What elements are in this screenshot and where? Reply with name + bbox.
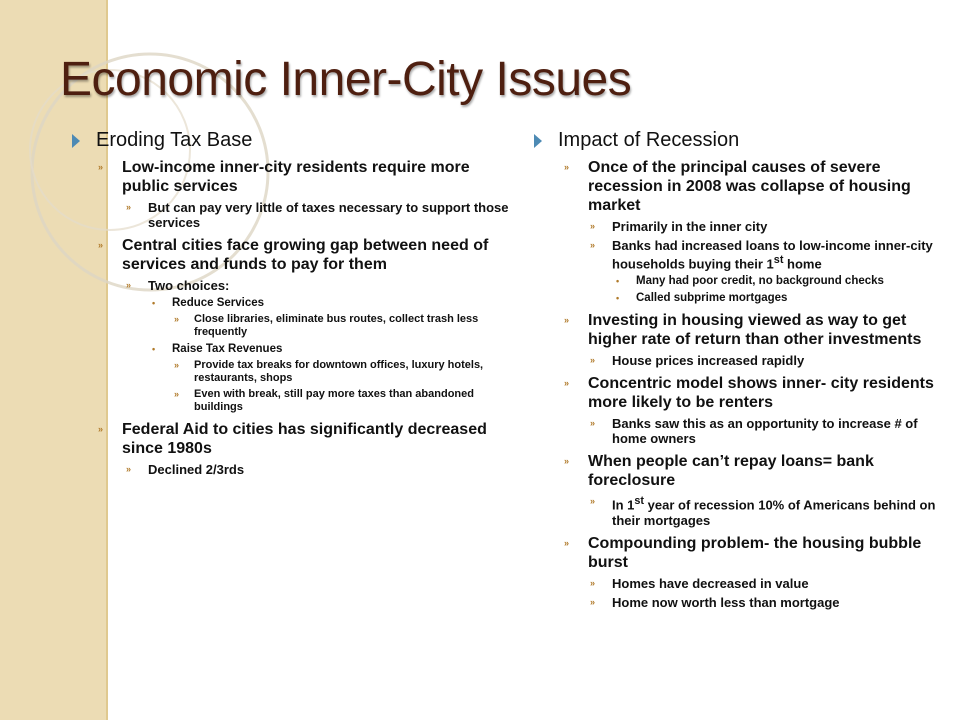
list-item: [532, 311, 942, 349]
list-item-text: home: [783, 256, 822, 272]
list-item-text: Concentric model shows inner- city residents more likely to be renters: [588, 375, 934, 412]
right-heading: Impact of Recession: [558, 129, 740, 151]
right-column: [532, 128, 942, 610]
dot-bullet-icon: •: [152, 298, 156, 308]
chevron-bullet-icon: »: [98, 162, 104, 172]
list-item: [70, 200, 510, 230]
list-item-text: Primarily in the inner city: [612, 219, 768, 234]
list-item: [70, 313, 510, 339]
list-item-text: Called subprime mortgages: [636, 292, 788, 305]
chevron-bullet-icon: »: [174, 314, 180, 324]
list-item-text: Investing in housing viewed as way to get higher rate of return than other investments: [588, 312, 922, 349]
list-item: [532, 576, 942, 591]
list-item: [70, 462, 510, 477]
chevron-bullet-icon: »: [564, 456, 570, 467]
list-item-text: Low-income inner-city residents require more public services: [122, 159, 470, 195]
superscript: st: [634, 495, 645, 508]
list-item-text: Once of the principal causes of severe recession in 2008 was collapse of housing market: [588, 159, 911, 214]
list-item: [70, 359, 510, 385]
list-item: [532, 416, 942, 446]
dot-bullet-icon: •: [152, 344, 156, 354]
list-item: [70, 388, 510, 414]
list-item-text: In 1: [612, 497, 635, 513]
dot-bullet-icon: •: [616, 276, 620, 287]
chevron-bullet-icon: »: [564, 378, 570, 389]
list-item-text: House prices increased rapidly: [612, 353, 805, 369]
triangle-bullet-icon: [72, 134, 80, 148]
chevron-bullet-icon: »: [174, 389, 180, 399]
chevron-bullet-icon: »: [590, 577, 596, 588]
list-item-text: Many had poor credit, no background checks: [636, 275, 884, 288]
list-item-text: Provide tax breaks for downtown offices, luxury hotels, restaurants, shops: [194, 359, 484, 384]
list-item: [532, 158, 942, 215]
chevron-bullet-icon: »: [590, 221, 596, 231]
list-item-text: Central cities face growing gap between need of services and funds to pay for them: [122, 237, 489, 273]
list-item: [70, 342, 510, 356]
chevron-bullet-icon: »: [590, 596, 596, 607]
list-item: [532, 291, 942, 305]
list-item: [532, 595, 942, 610]
list-item: [70, 420, 510, 458]
list-item-text: Homes have decreased in value: [612, 575, 809, 591]
chevron-bullet-icon: »: [98, 424, 104, 434]
list-item: [532, 274, 942, 288]
list-item-text: Reduce Services: [172, 297, 265, 309]
list-item: [532, 238, 942, 271]
list-item: [532, 353, 942, 368]
list-item-text: Banks saw this as an opportunity to increase # of home owners: [612, 416, 918, 447]
list-item-text: year of recession 10% of Americans behind on their mortgages: [612, 497, 936, 528]
dot-bullet-icon: •: [616, 293, 620, 304]
list-item-text: Even with break, still pay more taxes than abandoned buildings: [194, 388, 474, 413]
list-item: [532, 494, 942, 527]
chevron-bullet-icon: »: [590, 240, 596, 250]
chevron-bullet-icon: »: [126, 280, 132, 290]
chevron-bullet-icon: »: [126, 464, 132, 474]
list-item-text: Home now worth less than mortgage: [612, 594, 840, 610]
superscript: st: [773, 254, 784, 266]
list-item: [70, 236, 510, 274]
list-item-text: When people can’t repay loans= bank foreclosure: [588, 453, 874, 490]
list-item-text: But can pay very little of taxes necessary to support those services: [148, 200, 509, 230]
list-item-text: Compounding problem- the housing bubble burst: [588, 534, 922, 571]
list-item: [70, 278, 510, 293]
bullet-eroding-tax-base: [70, 128, 510, 152]
chevron-bullet-icon: »: [590, 355, 596, 366]
list-item-text: Declined 2/3rds: [148, 462, 245, 477]
list-item-text: Two choices:: [148, 278, 230, 293]
list-item: [70, 158, 510, 196]
chevron-bullet-icon: »: [590, 418, 596, 429]
chevron-bullet-icon: »: [564, 162, 570, 172]
chevron-bullet-icon: »: [590, 496, 596, 507]
list-item: [532, 534, 942, 572]
bullet-impact-of-recession: [532, 128, 942, 152]
chevron-bullet-icon: »: [126, 202, 132, 212]
list-item-text: Close libraries, eliminate bus routes, collect trash less frequently: [194, 313, 479, 338]
chevron-bullet-icon: »: [98, 240, 104, 250]
list-item: [532, 219, 942, 234]
slide-title: Economic Inner-City Issues: [60, 53, 632, 106]
list-item: [532, 452, 942, 490]
list-item: [70, 296, 510, 310]
list-item: [532, 374, 942, 412]
list-item-text: Banks had increased loans to low-income inner-city households buying their 1: [612, 238, 933, 272]
list-item-text: Federal Aid to cities has significantly decreased since 1980s: [122, 421, 487, 457]
chevron-bullet-icon: »: [174, 360, 180, 370]
triangle-bullet-icon: [534, 134, 542, 148]
list-item-text: Raise Tax Revenues: [172, 343, 283, 355]
left-column: [70, 128, 510, 477]
chevron-bullet-icon: »: [564, 537, 570, 548]
chevron-bullet-icon: »: [564, 315, 570, 326]
left-heading: Eroding Tax Base: [96, 129, 253, 151]
